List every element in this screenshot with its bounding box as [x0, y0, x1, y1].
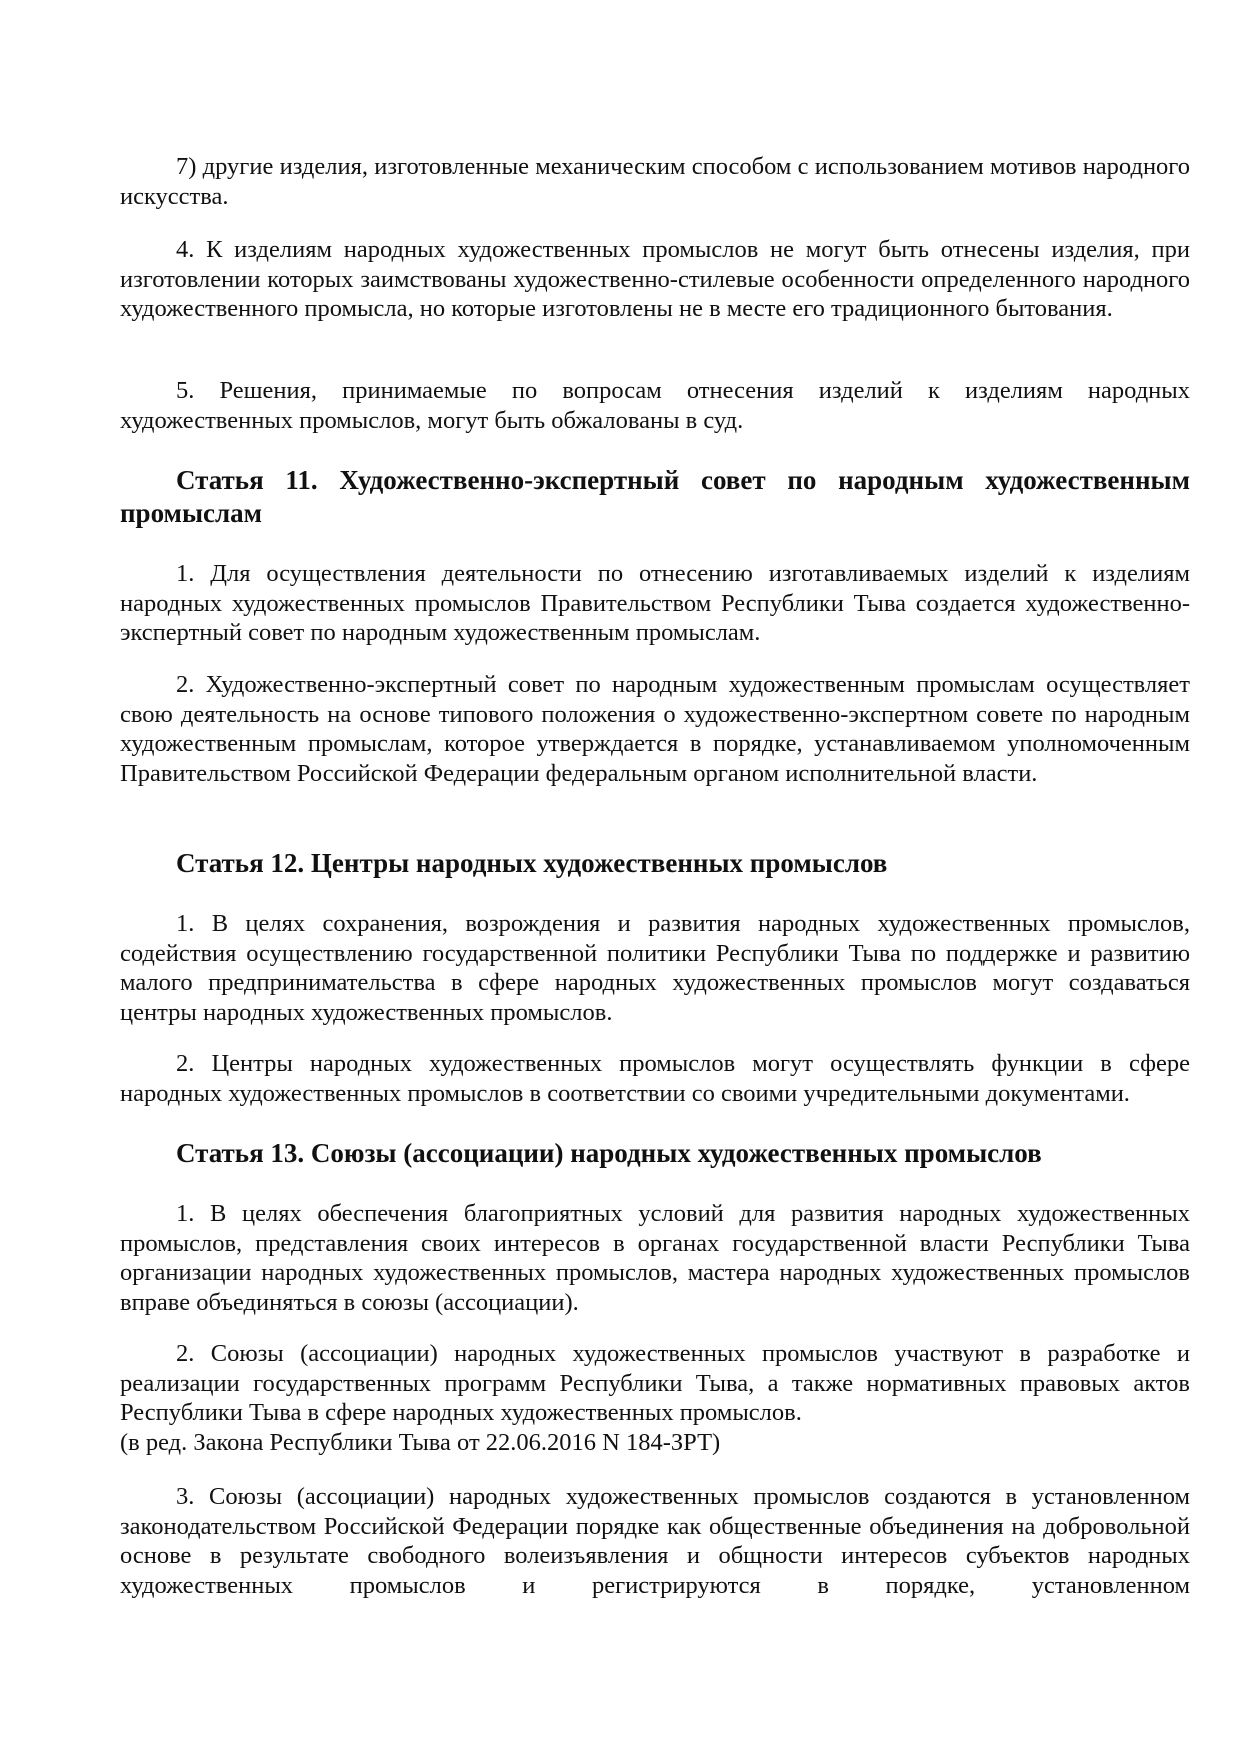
article-13-paragraph-2	[120, 1339, 1190, 1457]
article-12-paragraph-1	[120, 909, 1190, 1027]
amendment-note: (в ред. Закона Республики Тыва от 22.06.2016 N 184-ЗРТ)	[120, 1428, 721, 1456]
paragraph: 2. Союзы (ассоциации) народных художественных промыслов участвуют в разработке и реализации государственных программ Республики Тыва, а также нормативных правовых актов Республики Тыва в сфере народных художественных промыслов.	[120, 1340, 1190, 1426]
paragraph: 1. В целях сохранения, возрождения и развития народных художественных промыслов, содействия осуществлению государственной политики Республики Тыва по поддержке и развитию малого предпринимательства в сфере народных художественных промыслов могут создаваться центры народных художественных промыслов.	[120, 910, 1190, 1026]
article-11-paragraph-1	[120, 559, 1190, 648]
article-12-heading	[120, 847, 1190, 880]
paragraph: 2. Центры народных художественных промыслов могут осуществлять функции в сфере народных художественных промыслов в соответствии со своими учредительными документами.	[120, 1050, 1190, 1107]
paragraph-5	[120, 376, 1190, 435]
article-11-heading	[120, 464, 1190, 530]
paragraph: 4. К изделиям народных художественных промыслов не могут быть отнесены изделия, при изготовлении которых заимствованы художественно-стилевые особенности определенного народного художественного промысла, но которые изготовлены не в месте его традиционного бытования.	[120, 236, 1190, 322]
paragraph: 2. Художественно-экспертный совет по народным художественным промыслам осуществляет свою деятельность на основе типового положения о художественно-экспертном совете по народным художественным промыслам, которое утверждается в порядке, устанавливаемом уполномоченным Правительством Российской Федерации федеральным органом исполнительной власти.	[120, 671, 1190, 787]
article-11-paragraph-2	[120, 670, 1190, 788]
article-12-paragraph-2	[120, 1049, 1190, 1108]
article-13-heading	[120, 1137, 1190, 1170]
article-13-paragraph-3	[120, 1482, 1190, 1600]
heading-text: Статья 11. Художественно-экспертный совет по народным художественным промыслам	[120, 465, 1190, 528]
paragraph: 7) другие изделия, изготовленные механическим способом с использованием мотивов народного искусства.	[120, 153, 1190, 210]
article-13-paragraph-1	[120, 1199, 1190, 1317]
paragraph-item-7	[120, 152, 1190, 211]
paragraph: 1. Для осуществления деятельности по отнесению изготавливаемых изделий к изделиям народных художественных промыслов Правительством Республики Тыва создается художественно-экспертный совет по народным художественным промыслам.	[120, 560, 1190, 646]
heading-text: Статья 13. Союзы (ассоциации) народных художественных промыслов	[176, 1138, 1042, 1168]
paragraph: 1. В целях обеспечения благоприятных условий для развития народных художественных промыслов, представления своих интересов в органах государственной власти Республики Тыва организации народных художественных промыслов, мастера народных художественных промыслов вправе объединяться в союзы (ассоциации).	[120, 1200, 1190, 1316]
heading-text: Статья 12. Центры народных художественных промыслов	[176, 848, 888, 878]
paragraph-4	[120, 235, 1190, 324]
paragraph: 3. Союзы (ассоциации) народных художественных промыслов создаются в установленном законодательством Российской Федерации порядке как общественные объединения на добровольной основе в результате свободного волеизъявления и общности интересов субъектов народных художественных промыслов и регистрируются в порядке, установленном	[120, 1483, 1190, 1599]
paragraph: 5. Решения, принимаемые по вопросам отнесения изделий к изделиям народных художественных промыслов, могут быть обжалованы в суд.	[120, 377, 1190, 434]
